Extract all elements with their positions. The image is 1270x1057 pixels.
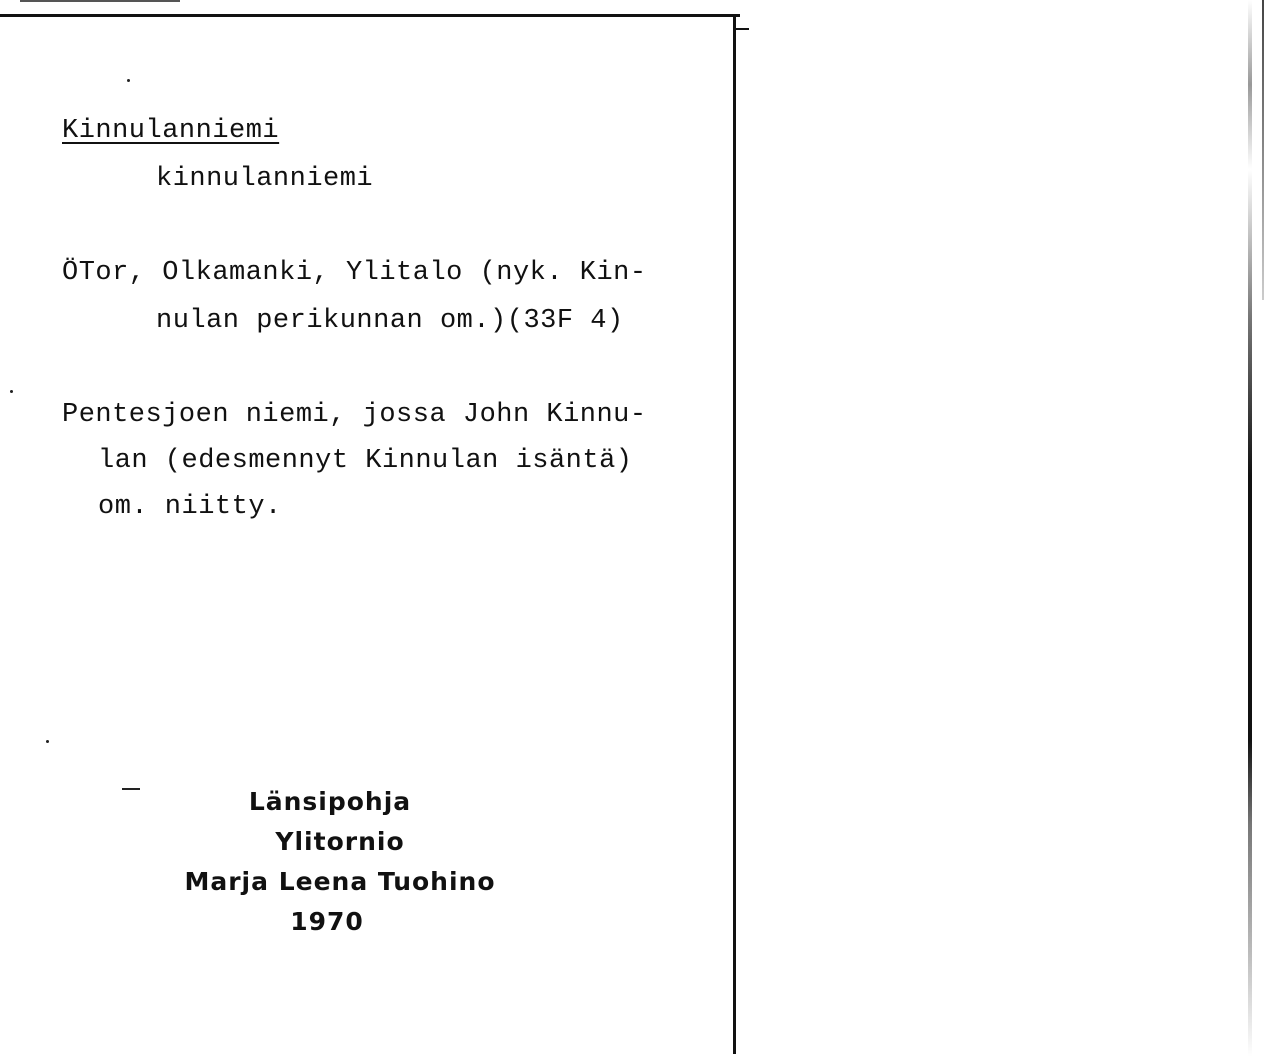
scan-edge-shadow	[1248, 0, 1252, 1057]
stamp-region: Länsipohja	[248, 787, 412, 816]
dust-speck	[127, 79, 130, 82]
top-border-fragment	[20, 0, 180, 2]
pronunciation: kinnulanniemi	[156, 164, 374, 194]
stamp-collector: Marja Leena Tuohino	[184, 867, 496, 896]
description-line-2: lan (edesmennyt Kinnulan isäntä)	[98, 446, 633, 476]
collector-stamp	[150, 782, 550, 942]
card-corner-notch	[733, 28, 749, 30]
description-line-3: om. niitty.	[98, 492, 282, 522]
source-line-1: ÖTor, Olkamanki, Ylitalo (nyk. Kin-	[62, 258, 647, 288]
stamp-parish: Ylitornio	[275, 827, 405, 856]
headword: Kinnulanniemi	[62, 116, 280, 146]
stamp-year: 1970	[290, 907, 364, 936]
card-right-edge	[733, 14, 736, 1054]
dust-speck	[46, 740, 49, 743]
dust-speck	[10, 390, 13, 393]
source-line-2: nulan perikunnan om.)(33F 4)	[156, 306, 624, 336]
description-line-1: Pentesjoen niemi, jossa John Kinnu-	[62, 400, 647, 430]
scan-edge-shadow-faint	[1262, 0, 1264, 300]
top-border	[0, 14, 740, 17]
